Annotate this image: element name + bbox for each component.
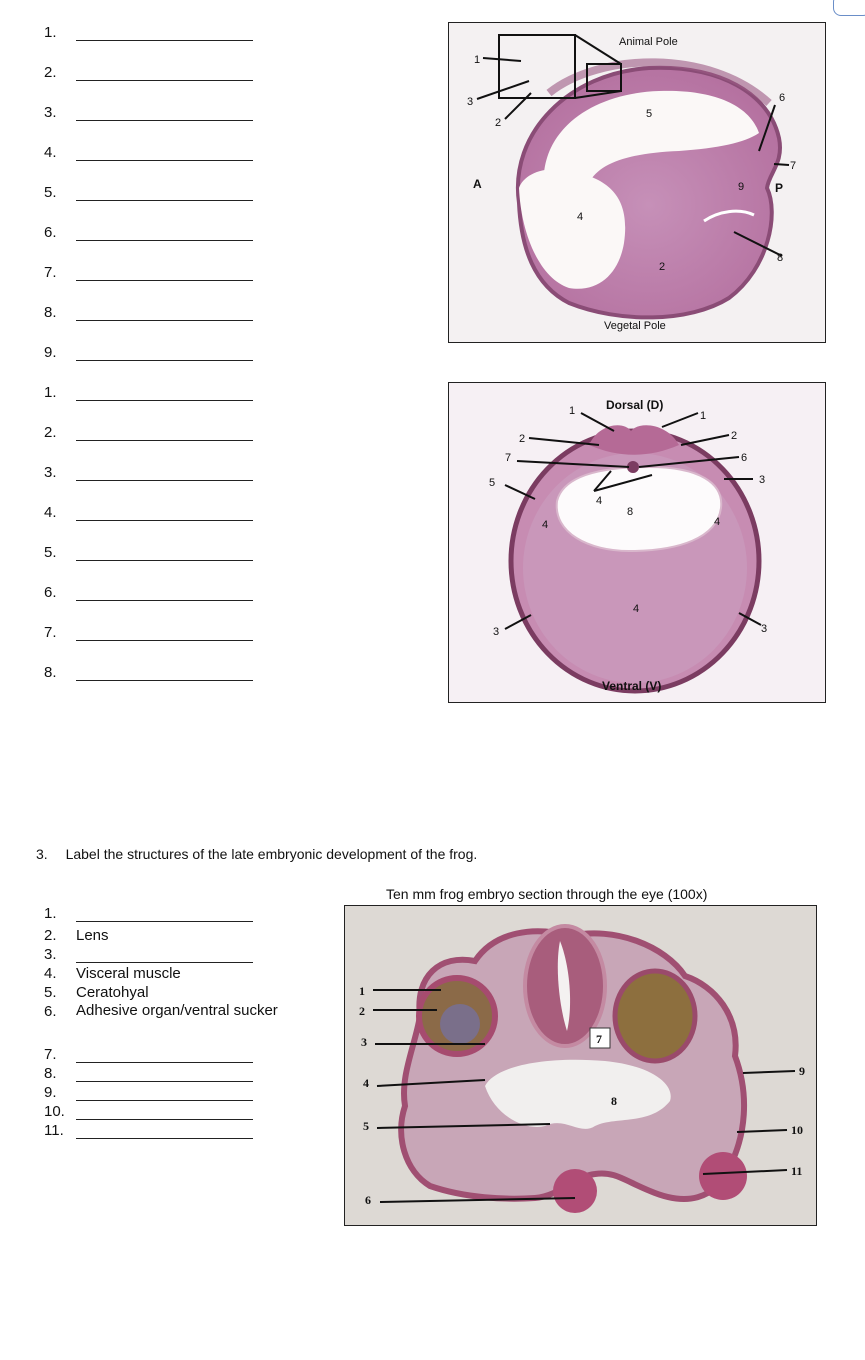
- question-text: Label the structures of the late embryonic development of the frog.: [65, 846, 478, 862]
- list-b-number: 8.: [44, 664, 57, 681]
- q3-item-number: 10.: [44, 1103, 65, 1120]
- animal-pole-label: Animal Pole: [619, 36, 678, 48]
- figure-frog-embryo-eye-section: [344, 905, 817, 1226]
- answer-blank[interactable]: [76, 239, 253, 241]
- q3-item-text: Adhesive organ/ventral sucker: [76, 1002, 278, 1019]
- answer-blank[interactable]: [76, 920, 253, 922]
- frog-embryo-section-illustration: [345, 906, 816, 1225]
- figure1-number: 5: [646, 108, 653, 120]
- list-b-number: 2.: [44, 424, 57, 441]
- figure3-caption: Ten mm frog embryo section through the eye (100x): [386, 886, 708, 902]
- q3-item-number: 4.: [44, 965, 57, 982]
- anterior-label: A: [473, 177, 482, 191]
- list-b-number: 5.: [44, 544, 57, 561]
- figure1-number: 2: [495, 117, 502, 129]
- answer-blank[interactable]: [76, 439, 253, 441]
- figure2-number: 4: [542, 519, 549, 531]
- figure1-number: 1: [474, 54, 481, 66]
- corner-tab[interactable]: [833, 0, 865, 16]
- figure2-number: 2: [519, 433, 526, 445]
- answer-blank[interactable]: [76, 1118, 253, 1120]
- figure2-number: 1: [700, 410, 707, 422]
- answer-blank[interactable]: [76, 479, 253, 481]
- q3-item-number: 9.: [44, 1084, 57, 1101]
- answer-blank[interactable]: [76, 119, 253, 121]
- q3-item-number: 2.: [44, 927, 57, 944]
- figure2-number: 3: [759, 474, 766, 486]
- figure3-number: 5: [363, 1119, 369, 1133]
- figure3-number: 9: [799, 1064, 805, 1078]
- figure2-number: 8: [627, 506, 634, 518]
- figure2-number: 4: [714, 516, 721, 528]
- list-a-number: 4.: [44, 144, 57, 161]
- question-3: [36, 846, 477, 862]
- vegetal-pole-label: Vegetal Pole: [604, 320, 666, 332]
- answer-blank[interactable]: [76, 519, 253, 521]
- figure3-number: 6: [365, 1193, 371, 1207]
- list-a-number: 2.: [44, 64, 57, 81]
- figure2-number: 1: [569, 405, 576, 417]
- q3-item-number: 3.: [44, 946, 57, 963]
- figure3-number: 8: [611, 1094, 617, 1108]
- figure2-number: 6: [741, 452, 748, 464]
- figure3-number: 4: [363, 1076, 369, 1090]
- figure-embryo-blastula: [448, 22, 826, 343]
- figure3-number: 10: [791, 1123, 803, 1137]
- answer-blank[interactable]: [76, 199, 253, 201]
- list-a-number: 8.: [44, 304, 57, 321]
- answer-blank[interactable]: [76, 679, 253, 681]
- figure1-number: 9: [738, 181, 745, 193]
- answer-blank[interactable]: [76, 1099, 253, 1101]
- q3-item-number: 1.: [44, 905, 57, 922]
- answer-blank[interactable]: [76, 559, 253, 561]
- figure1-number: 4: [577, 211, 584, 223]
- ventral-label: Ventral (V): [602, 679, 662, 693]
- answer-blank[interactable]: [76, 79, 253, 81]
- q3-item-number: 5.: [44, 984, 57, 1001]
- q3-item-text: Visceral muscle: [76, 965, 181, 982]
- figure1-number: 6: [779, 92, 786, 104]
- list-a-number: 6.: [44, 224, 57, 241]
- list-a-number: 9.: [44, 344, 57, 361]
- answer-blank[interactable]: [76, 961, 253, 963]
- q3-item-number: 11.: [44, 1122, 64, 1139]
- list-b-number: 1.: [44, 384, 57, 401]
- q3-item-number: 7.: [44, 1046, 57, 1063]
- figure3-number: 1: [359, 984, 365, 998]
- list-b-number: 4.: [44, 504, 57, 521]
- list-b-number: 7.: [44, 624, 57, 641]
- figure1-number: 8: [777, 252, 784, 264]
- list-b-number: 3.: [44, 464, 57, 481]
- embryo-blastula-illustration: [449, 23, 825, 342]
- figure3-number: 2: [359, 1004, 365, 1018]
- figure2-number: 3: [493, 626, 500, 638]
- answer-blank[interactable]: [76, 599, 253, 601]
- answer-blank[interactable]: [76, 1137, 253, 1139]
- question-number: 3.: [36, 846, 48, 862]
- figure2-number: 5: [489, 477, 496, 489]
- figure3-number: 3: [361, 1035, 367, 1049]
- list-a-number: 1.: [44, 24, 57, 41]
- figure1-number: 7: [790, 160, 797, 172]
- list-a-number: 5.: [44, 184, 57, 201]
- figure1-number: 3: [467, 96, 474, 108]
- figure1-number: 2: [659, 261, 666, 273]
- answer-blank[interactable]: [76, 319, 253, 321]
- answer-blank[interactable]: [76, 399, 253, 401]
- figure2-number: 7: [505, 452, 512, 464]
- q3-item-number: 6.: [44, 1003, 57, 1020]
- answer-blank[interactable]: [76, 159, 253, 161]
- list-b-number: 6.: [44, 584, 57, 601]
- posterior-label: P: [775, 181, 784, 195]
- q3-item-number: 8.: [44, 1065, 57, 1082]
- figure2-number: 2: [731, 430, 738, 442]
- answer-blank[interactable]: [76, 639, 253, 641]
- answer-blank[interactable]: [76, 1061, 253, 1063]
- q3-item-text: Ceratohyal: [76, 984, 149, 1001]
- figure2-number: 3: [761, 623, 768, 635]
- list-a-number: 3.: [44, 104, 57, 121]
- figure-neurula-section: [448, 382, 826, 703]
- figure3-number: 7: [596, 1032, 602, 1046]
- answer-blank[interactable]: [76, 1080, 253, 1082]
- figure3-number: 11: [791, 1164, 803, 1178]
- answer-blank[interactable]: [76, 39, 253, 41]
- list-a-number: 7.: [44, 264, 57, 281]
- answer-blank[interactable]: [76, 279, 253, 281]
- answer-blank[interactable]: [76, 359, 253, 361]
- neurula-section-illustration: [449, 383, 825, 702]
- figure2-number: 4: [633, 603, 640, 615]
- dorsal-label: Dorsal (D): [606, 398, 664, 412]
- figure2-number: 4: [596, 495, 603, 507]
- q3-item-text: Lens: [76, 927, 109, 944]
